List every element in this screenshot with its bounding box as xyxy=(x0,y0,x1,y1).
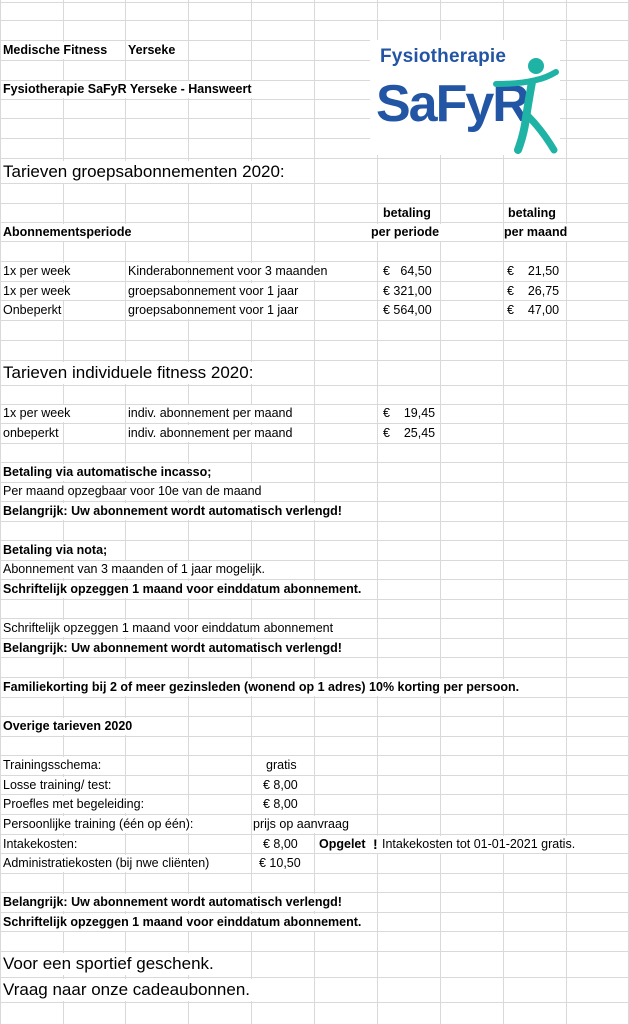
nota-line-4: Belangrijk: Uw abonnement wordt automatisch verlengd! xyxy=(3,641,342,655)
other-row-3-label: Proefles met begeleiding: xyxy=(3,797,145,811)
footer-line-2: Schriftelijk opzeggen 1 maand voor einddatum abonnement. xyxy=(3,915,362,929)
nota-line-1: Abonnement van 3 maanden of 1 jaar mogelijk. xyxy=(3,562,265,576)
individual-row-2-desc: indiv. abonnement per maand xyxy=(128,426,293,440)
other-row-4-label: Persoonlijke training (één op één): xyxy=(3,817,194,831)
group-row-1-desc: Kinderabonnement voor 3 maanden xyxy=(128,264,328,278)
group-row-1-per-month: € 21,50 xyxy=(507,264,560,278)
other-row-6-label: Administratiekosten (bij nwe cliënten) xyxy=(3,856,210,870)
footer-line-1: Belangrijk: Uw abonnement wordt automatisch verlengd! xyxy=(3,895,342,909)
col-pay2-top: betaling xyxy=(508,206,556,220)
group-row-2-per-period: € 321,00 xyxy=(383,284,432,298)
group-row-1-per-period: € 64,50 xyxy=(383,264,432,278)
nota-line-3: Schriftelijk opzeggen 1 maand voor einddatum abonnement xyxy=(3,621,334,635)
individual-row-1-freq: 1x per week xyxy=(3,406,71,420)
note-exclamation: ! xyxy=(373,836,378,852)
individual-row-1-price: € 19,45 xyxy=(383,406,436,420)
group-row-3-desc: groepsabonnement voor 1 jaar xyxy=(128,303,299,317)
gift-line-1: Voor een sportief geschenk. xyxy=(3,954,214,973)
group-section-title: Tarieven groepsabonnementen 2020: xyxy=(3,162,285,181)
group-row-2-freq: 1x per week xyxy=(3,284,71,298)
other-row-6-value: € 10,50 xyxy=(259,856,301,870)
group-row-2-desc: groepsabonnement voor 1 jaar xyxy=(128,284,299,298)
person-figure-icon xyxy=(490,54,560,154)
other-row-1-label: Trainingsschema: xyxy=(3,758,102,772)
other-row-2-value: € 8,00 xyxy=(263,778,298,792)
col-pay1-top: betaling xyxy=(383,206,431,220)
logo-text-main: SaFyR xyxy=(376,75,528,133)
header-title-left: Medische Fitness xyxy=(3,43,108,57)
header-title-right: Yerseke xyxy=(128,43,176,57)
safyr-logo xyxy=(370,40,560,155)
group-row-3-per-period: € 564,00 xyxy=(383,303,432,317)
individual-row-1-desc: indiv. abonnement per maand xyxy=(128,406,293,420)
col-pay1-bottom: per periode xyxy=(371,225,440,239)
other-row-1-value: gratis xyxy=(266,758,297,772)
individual-row-2-price: € 25,45 xyxy=(383,426,436,440)
group-row-2-per-month: € 26,75 xyxy=(507,284,560,298)
group-row-3-freq: Onbeperkt xyxy=(3,303,62,317)
nota-line-2: Schriftelijk opzeggen 1 maand voor einddatum abonnement. xyxy=(3,582,362,596)
incasso-line-1: Per maand opzegbaar voor 10e van de maand xyxy=(3,484,262,498)
header-subtitle: Fysiotherapie SaFyR Yerseke - Hansweert xyxy=(3,82,252,96)
logo-text-top: Fysiotherapie xyxy=(380,46,507,67)
family-discount: Familiekorting bij 2 of meer gezinsleden (wonend op 1 adres) 10% korting per persoon. xyxy=(3,680,520,694)
other-row-5-label: Intakekosten: xyxy=(3,837,78,851)
note-label: Opgelet xyxy=(319,837,366,851)
other-row-2-label: Losse training/ test: xyxy=(3,778,112,792)
group-row-3-per-month: € 47,00 xyxy=(507,303,560,317)
gift-line-2: Vraag naar onze cadeaubonnen. xyxy=(3,980,251,999)
other-row-5-value: € 8,00 xyxy=(263,837,298,851)
group-row-1-freq: 1x per week xyxy=(3,264,71,278)
nota-heading: Betaling via nota; xyxy=(3,543,108,557)
individual-section-title: Tarieven individuele fitness 2020: xyxy=(3,363,254,382)
individual-row-2-freq: onbeperkt xyxy=(3,426,59,440)
col-pay2-bottom: per maand xyxy=(504,225,568,239)
other-row-4-value: prijs op aanvraag xyxy=(253,817,349,831)
col-header-period: Abonnementsperiode xyxy=(3,225,132,239)
note-text: Intakekosten tot 01-01-2021 gratis. xyxy=(382,837,576,851)
other-heading: Overige tarieven 2020 xyxy=(3,719,133,733)
incasso-line-2: Belangrijk: Uw abonnement wordt automatisch verlengd! xyxy=(3,504,342,518)
incasso-heading: Betaling via automatische incasso; xyxy=(3,465,212,479)
other-row-3-value: € 8,00 xyxy=(263,797,298,811)
